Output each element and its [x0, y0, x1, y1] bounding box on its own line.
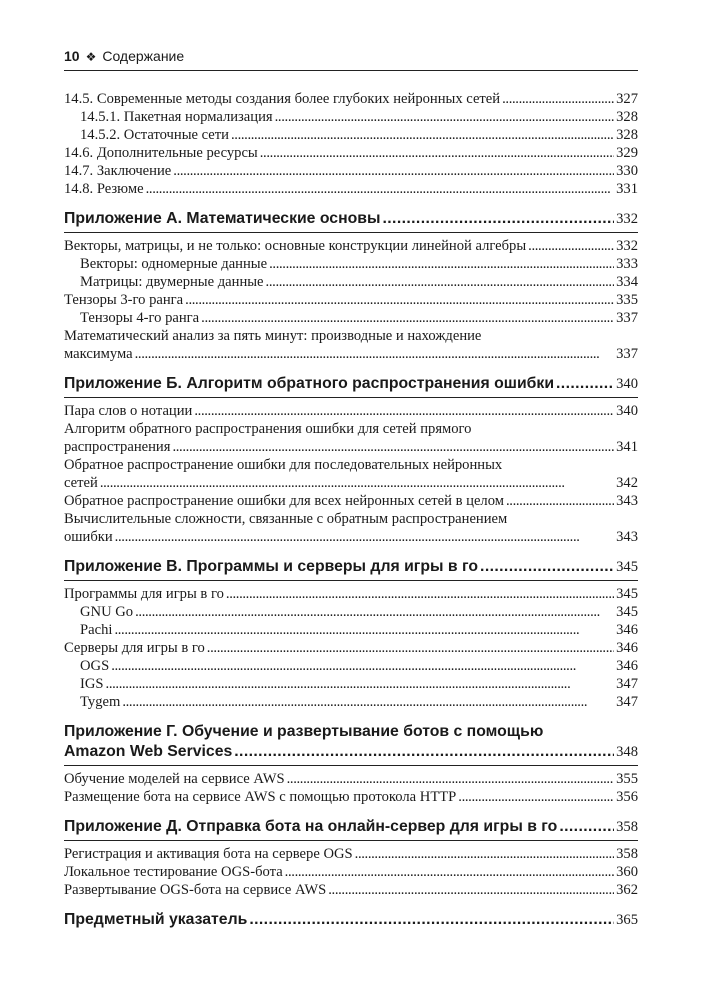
- toc-entry[interactable]: Размещение бота на сервисе AWS с помощью протокола HTTP . . . 356: [64, 788, 638, 806]
- running-header: [64, 48, 638, 71]
- appendix-a-heading[interactable]: Приложение А. Математические основы . . . 332: [64, 209, 638, 229]
- toc-entry[interactable]: Локальное тестирование OGS-бота . . . 360: [64, 863, 638, 881]
- leader-dots: [111, 657, 614, 675]
- leader-dots: [249, 910, 614, 930]
- toc-entry[interactable]: OGS . . . 346: [64, 657, 638, 675]
- toc-entry[interactable]: Векторы, матрицы, и не только: основные конструкции линейной алгебры . . . 332: [64, 237, 638, 255]
- leader-dots: [328, 881, 614, 899]
- leader-dots: [122, 693, 614, 711]
- leader-dots: [480, 557, 614, 577]
- appendix-g-heading-line1[interactable]: Приложение Г. Обучение и развертывание ботов с помощью: [64, 723, 544, 740]
- divider: [64, 232, 638, 233]
- table-of-contents: [64, 90, 638, 930]
- appendix-v-heading[interactable]: Приложение В. Программы и серверы для игры в го . . . 345: [64, 557, 638, 577]
- leader-dots: [100, 474, 614, 492]
- leader-dots: [382, 209, 614, 229]
- index-heading[interactable]: Предметный указатель . . . 365: [64, 910, 638, 930]
- toc-entry[interactable]: Tygem . . . 347: [64, 693, 638, 711]
- leader-dots: [506, 492, 614, 510]
- leader-dots: [226, 585, 614, 603]
- toc-entry[interactable]: Обратное распространение ошибки для всех нейронных сетей в целом . . . 343: [64, 492, 638, 510]
- toc-entry[interactable]: распространения . . . 341: [64, 438, 638, 456]
- toc-entry[interactable]: сетей . . . 342: [64, 474, 638, 492]
- leader-dots: [458, 788, 614, 806]
- toc-entry[interactable]: 14.5.1. Пакетная нормализация . . . 328: [64, 108, 638, 126]
- toc-entry[interactable]: Тензоры 3-го ранга . . . 335: [64, 291, 638, 309]
- toc-entry-line1[interactable]: Математический анализ за пять минут: производные и нахождение: [64, 328, 482, 344]
- toc-entry[interactable]: Регистрация и активация бота на сервере OGS . . . 358: [64, 845, 638, 863]
- toc-entry[interactable]: Обучение моделей на сервисе AWS . . . 355: [64, 770, 638, 788]
- page-number: 10: [64, 48, 80, 64]
- toc-entry[interactable]: GNU Go . . . 345: [64, 603, 638, 621]
- leader-dots: [275, 108, 614, 126]
- toc-entry[interactable]: 14.6. Дополнительные ресурсы . . . 329: [64, 144, 638, 162]
- running-title: Содержание: [102, 48, 185, 64]
- toc-entry[interactable]: 14.8. Резюме . . . 331: [64, 180, 638, 198]
- toc-entry[interactable]: Матрицы: двумерные данные . . . 334: [64, 273, 638, 291]
- leader-dots: [135, 603, 614, 621]
- toc-entry[interactable]: IGS . . . 347: [64, 675, 638, 693]
- toc-entry[interactable]: Развертывание OGS-бота на сервисе AWS . . . 362: [64, 881, 638, 899]
- appendix-d-heading[interactable]: Приложение Д. Отправка бота на онлайн-сервер для игры в го . . . 358: [64, 817, 638, 837]
- leader-dots: [185, 291, 614, 309]
- leader-dots: [207, 639, 614, 657]
- leader-dots: [146, 180, 615, 198]
- toc-entry[interactable]: Серверы для игры в го . . . 346: [64, 639, 638, 657]
- toc-entry-line1[interactable]: Обратное распространение ошибки для последовательных нейронных: [64, 457, 503, 473]
- leader-dots: [559, 817, 614, 837]
- leader-dots: [115, 528, 614, 546]
- leader-dots: [287, 770, 615, 788]
- toc-entry[interactable]: максимума . . . 337: [64, 345, 638, 363]
- leader-dots: [266, 273, 615, 291]
- divider: [64, 840, 638, 841]
- leader-dots: [172, 438, 614, 456]
- leader-dots: [194, 402, 614, 420]
- toc-entry[interactable]: Программы для игры в го . . . 345: [64, 585, 638, 603]
- appendix-b-heading[interactable]: Приложение Б. Алгоритм обратного распространения ошибки . . . 340: [64, 374, 638, 394]
- leader-dots: [528, 237, 614, 255]
- divider: [64, 580, 638, 581]
- toc-entry[interactable]: 14.5.2. Остаточные сети . . . 328: [64, 126, 638, 144]
- appendix-g-heading[interactable]: Amazon Web Services . . . 348: [64, 742, 638, 762]
- toc-entry-line1[interactable]: Алгоритм обратного распространения ошибки для сетей прямого: [64, 421, 472, 437]
- leader-dots: [114, 621, 614, 639]
- leader-dots: [502, 90, 614, 108]
- toc-entry-line1[interactable]: Вычислительные сложности, связанные с обратным распространением: [64, 511, 508, 527]
- leader-dots: [173, 162, 614, 180]
- leader-dots: [201, 309, 614, 327]
- leader-dots: [231, 126, 614, 144]
- leader-dots: [285, 863, 614, 881]
- toc-entry[interactable]: Тензоры 4-го ранга . . . 337: [64, 309, 638, 327]
- leader-dots: [234, 742, 614, 762]
- toc-entry[interactable]: 14.5. Современные методы создания более глубоких нейронных сетей . . . 327: [64, 90, 638, 108]
- divider: [64, 765, 638, 766]
- divider: [64, 397, 638, 398]
- leader-dots: [556, 374, 614, 394]
- ornament-icon: ❖: [85, 50, 97, 64]
- toc-entry[interactable]: Pachi . . . 346: [64, 621, 638, 639]
- toc-entry[interactable]: Пара слов о нотации . . . 340: [64, 402, 638, 420]
- toc-entry[interactable]: Векторы: одномерные данные . . . 333: [64, 255, 638, 273]
- leader-dots: [260, 144, 614, 162]
- leader-dots: [106, 675, 615, 693]
- leader-dots: [269, 255, 614, 273]
- toc-entry[interactable]: ошибки . . . 343: [64, 528, 638, 546]
- toc-entry[interactable]: 14.7. Заключение . . . 330: [64, 162, 638, 180]
- leader-dots: [355, 845, 614, 863]
- leader-dots: [135, 345, 615, 363]
